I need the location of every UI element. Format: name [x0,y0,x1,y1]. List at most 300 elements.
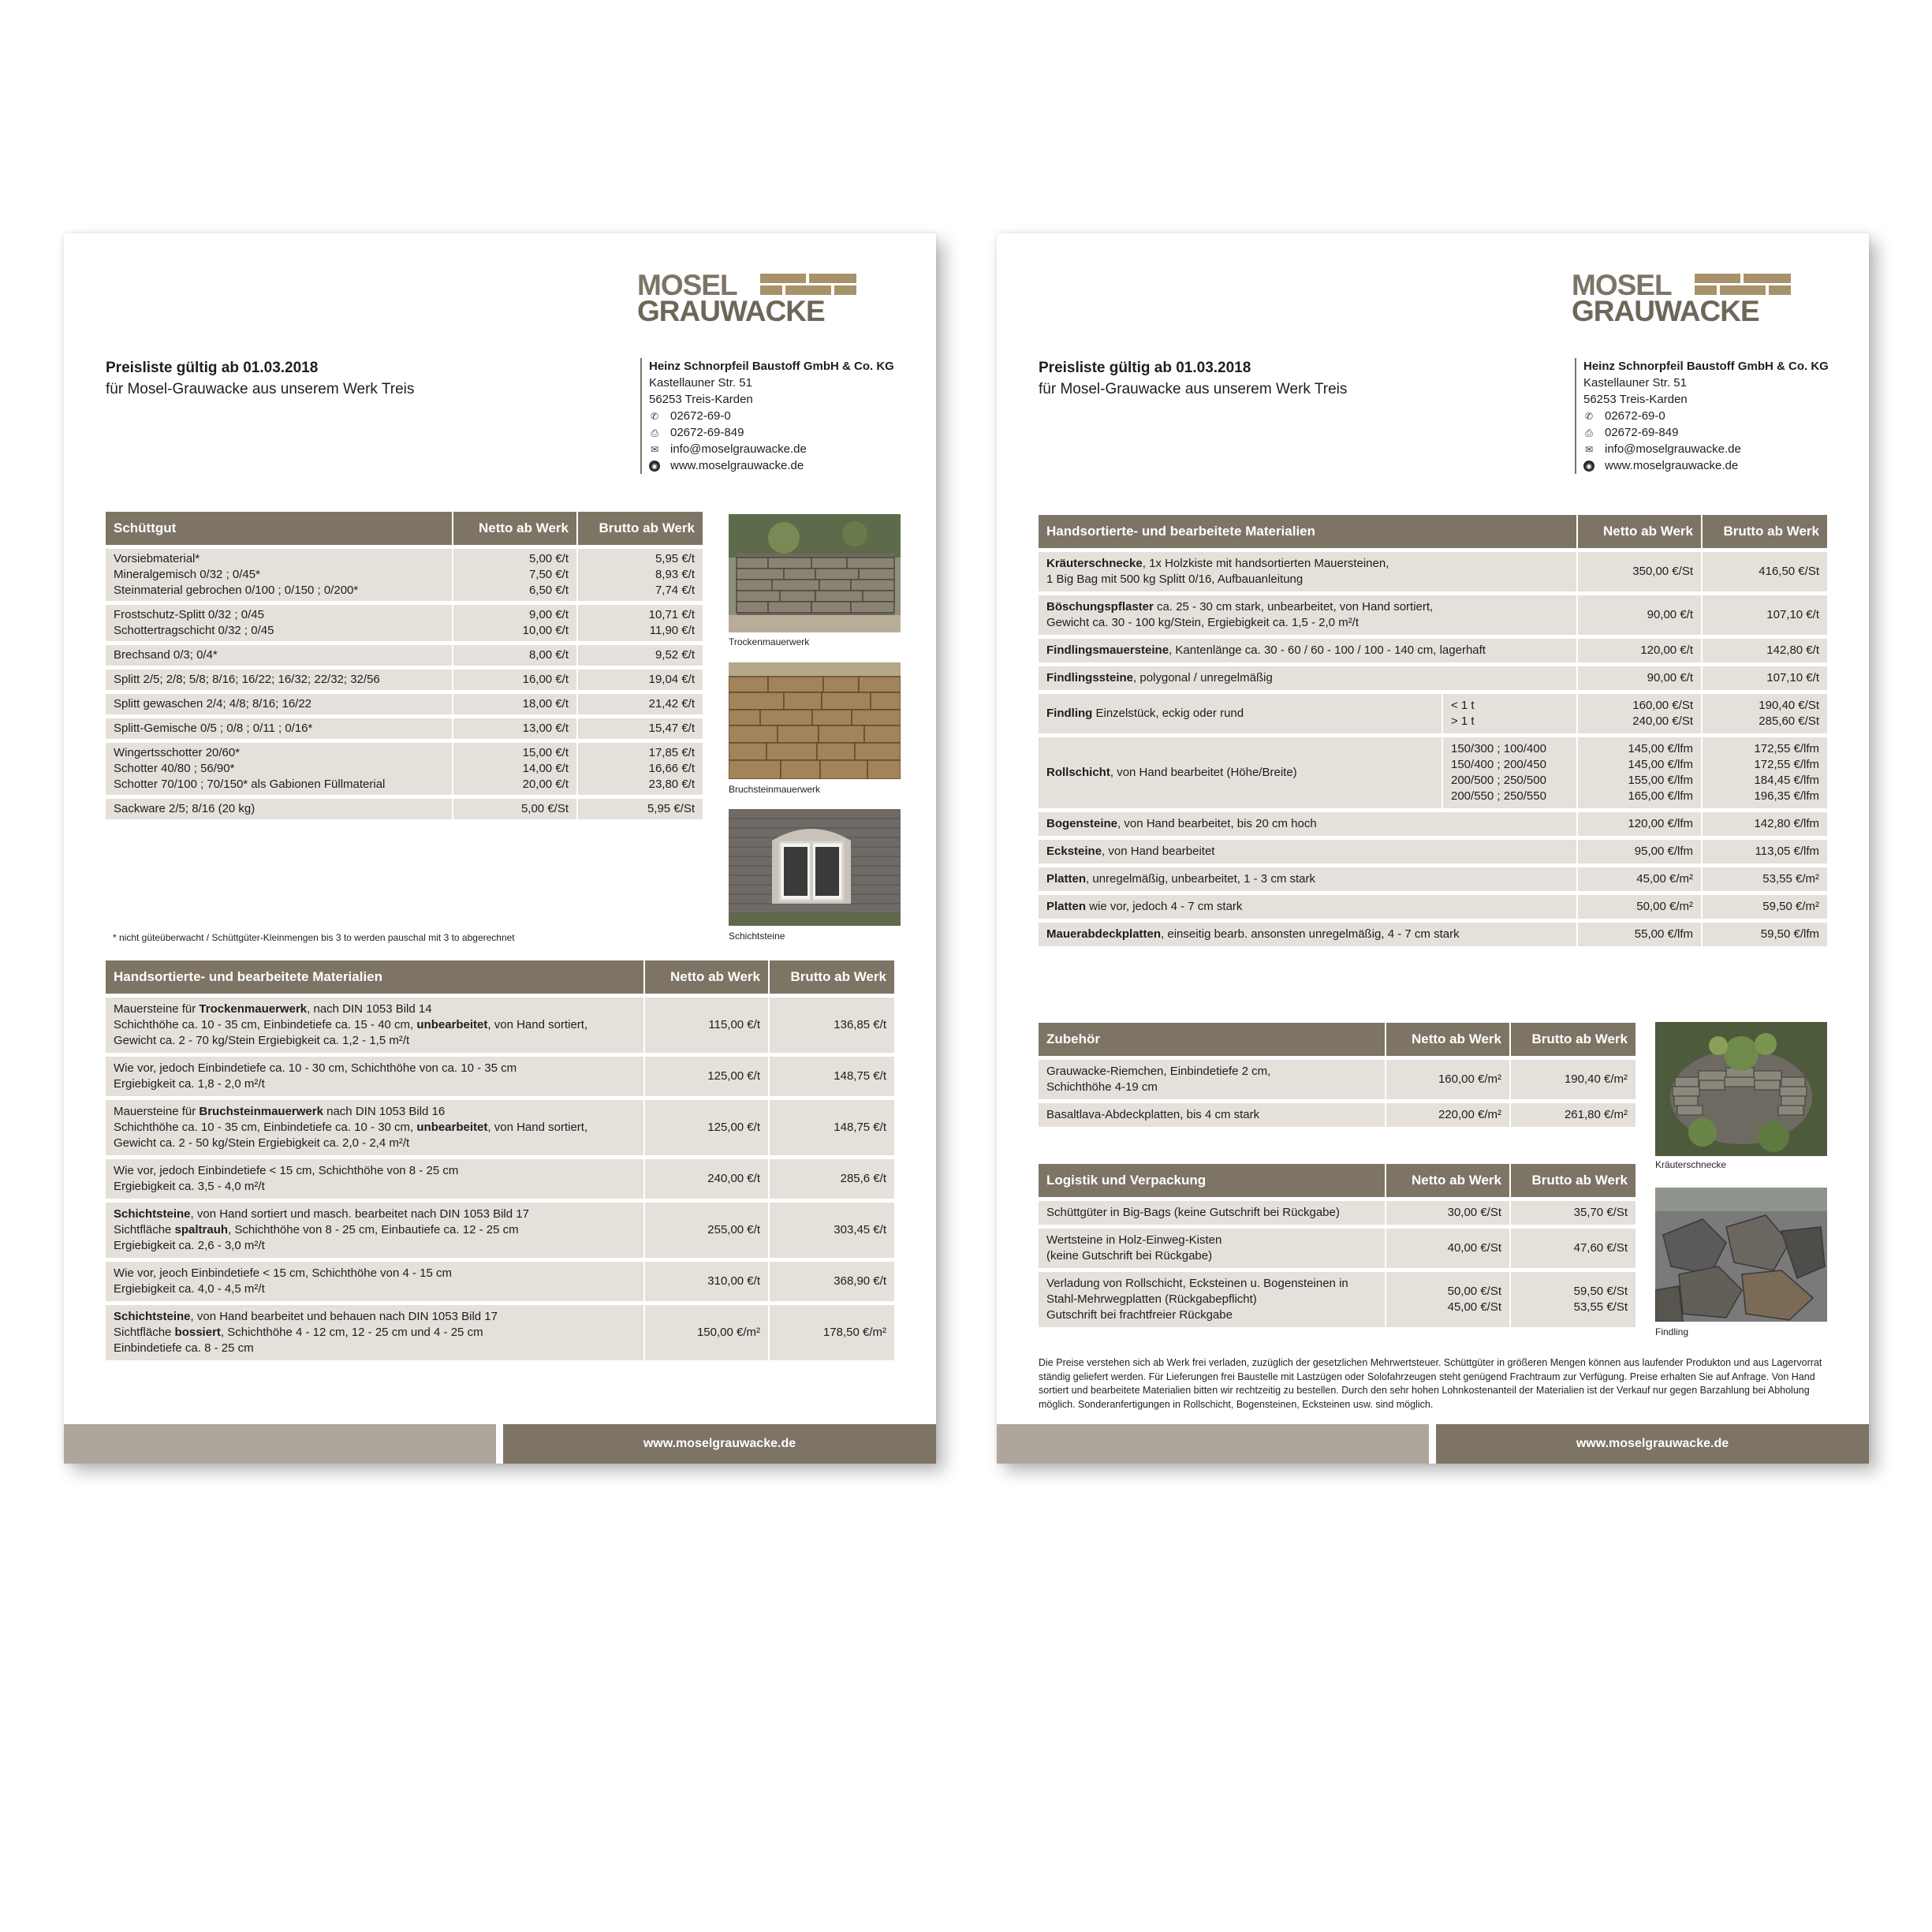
product-name: Mineralgemisch 0/32 ; 0/45* [114,568,260,581]
netto-price-cell [1578,666,1703,690]
product-name: spaltrauh [174,1223,229,1236]
table-row [1039,737,1827,808]
brutto-price: 142,80 €/lfm [1754,817,1819,830]
description-line [114,1017,636,1033]
fax-icon: ⎙ [651,427,658,438]
mail-icon: ✉ [650,443,659,455]
netto-price: 30,00 €/St [1447,1206,1501,1219]
schuettgut-footnote: * nicht güteüberwacht / Schüttgüter-Kleinmengen bis 3 to werden pauschal mit 3 to abgerechnet [113,932,515,943]
brutto-price-cell: 285,6 €/t [770,1159,894,1199]
netto-price: 120,00 €/t [1640,643,1693,657]
netto-price-cell [1386,1272,1511,1327]
table-row [106,1262,894,1301]
product-name: Platten [1046,872,1087,886]
brutto-price-cell [578,718,703,739]
netto-price-cell [1578,552,1703,591]
product-name: Mauerabdeckplatten [1046,927,1162,941]
product-cell [106,799,453,819]
contact-block [640,358,894,474]
description-line [1046,899,1568,915]
description-text: , von Hand bearbeitet (Höhe/Breite) [1110,766,1297,779]
footer-website-link[interactable]: www.moselgrauwacke.de [1436,1424,1869,1464]
brutto-price-cell: 303,45 €/t [770,1203,894,1258]
brutto-price: 10,71 €/t [648,608,695,621]
product-cell [1039,867,1578,891]
product-cell [1039,923,1578,946]
product-cell [1039,1229,1386,1268]
description-line [1046,816,1568,832]
product-cell [106,1159,645,1199]
table-row [1039,639,1827,662]
description-line [1046,706,1434,722]
description-line [1046,615,1568,631]
brutto-price-cell [578,743,703,795]
product-name: Steinmaterial gebrochen 0/100 ; 0/150 ; 0/200* [114,584,359,597]
brutto-price-cell [1703,666,1827,690]
netto-price: 90,00 €/t [1647,671,1693,684]
netto-price: 9,00 €/t [528,608,569,621]
netto-price-cell [1578,840,1703,863]
hand-materials-table [106,957,894,1364]
table-row [1039,552,1827,591]
netto-price: 15,00 €/t [522,746,569,759]
description-text: 1 Big Bag mit 500 kg Splitt 0/16, Aufbauanleitung [1046,573,1304,586]
table-row [106,1057,894,1096]
brutto-price: 8,93 €/t [655,568,695,581]
brutto-price-cell [578,645,703,666]
brutto-price: 23,80 €/t [648,778,695,791]
table-row [106,799,703,819]
product-cell [106,1100,645,1155]
product-cell [1039,1103,1386,1127]
brutto-price-cell: 148,75 €/t [770,1100,894,1155]
product-name: unbearbeitet [416,1018,488,1031]
table-row [106,549,703,601]
product-name: Brechsand 0/3; 0/4* [114,648,218,662]
product-name: Schotter 40/80 ; 56/90* [114,762,235,775]
photo-caption: Bruchsteinmauerwerk [729,784,821,795]
brutto-price-cell [1703,895,1827,919]
description-text: Mauersteine für [114,1105,200,1118]
brutto-price: 7,74 €/t [655,584,695,597]
product-cell [1039,552,1578,591]
size-option: 150/300 ; 100/400 [1451,742,1546,755]
brutto-price-cell [1703,552,1827,591]
description-line [114,1136,636,1151]
netto-price: 5,00 €/St [520,802,569,815]
fax-icon: ⎙ [1585,427,1593,438]
table-row [106,1159,894,1199]
table-row [1039,840,1827,863]
brutto-price-cell [1703,867,1827,891]
email-link[interactable]: info@moselgrauwacke.de [1605,442,1741,456]
description-line [1046,871,1568,887]
page-title [1039,357,1347,400]
product-cell [106,645,453,666]
table-row [1039,595,1827,635]
description-line [114,1076,636,1092]
size-option: < 1 t [1451,699,1475,712]
product-cell [1039,812,1578,836]
netto-price: 6,50 €/t [528,584,569,597]
boulders-photo [1655,1188,1827,1322]
netto-price: 220,00 €/m² [1438,1108,1501,1121]
accessories-table [1039,1019,1635,1131]
column-header-logistics: Logistik und Verpackung [1039,1164,1386,1197]
description-text: , Schichthöhe von 8 - 25 cm, Einbautiefe ca. 12 - 25 cm [228,1223,519,1236]
brutto-price: 59,50 €/m² [1762,900,1819,913]
table-row [1039,1272,1635,1327]
description-line [114,1325,636,1341]
table-header-row [106,960,894,994]
brutto-price: 172,55 €/lfm [1754,742,1819,755]
size-cell [1443,694,1578,733]
table-row [106,645,703,666]
brutto-price: 53,55 €/St [1573,1300,1628,1314]
description-line [114,1222,636,1238]
product-cell [1039,840,1578,863]
brutto-price: 107,10 €/t [1766,608,1819,621]
brutto-price-cell: 178,50 €/m² [770,1305,894,1360]
web-link[interactable]: www.moselgrauwacke.de [670,459,804,472]
netto-price: 165,00 €/lfm [1628,789,1693,803]
email-link[interactable]: info@moselgrauwacke.de [670,442,807,456]
column-header-brutto: Brutto ab Werk [1511,1023,1635,1056]
photo-caption: Findling [1655,1326,1689,1337]
description-line [114,1341,636,1356]
product-cell [106,549,453,601]
netto-price-cell [453,718,578,739]
product-cell [106,1057,645,1096]
street: Kastellauner Str. 51 [649,376,752,390]
brutto-price: 17,85 €/t [648,746,695,759]
netto-price-cell: 310,00 €/t [645,1262,770,1301]
phone-number: 02672-69-0 [1605,409,1665,423]
description-line [1046,844,1568,860]
netto-price: 145,00 €/lfm [1628,758,1693,771]
column-header-brutto: Brutto ab Werk [1511,1164,1635,1197]
brutto-price: 59,50 €/lfm [1760,927,1819,941]
column-header-hand-materials: Handsortierte- und bearbeitete Materialien [106,960,645,994]
product-name: Ecksteine [1046,845,1102,858]
product-name: Frostschutz-Splitt 0/32 ; 0/45 [114,608,264,621]
description-text: Ergiebigkeit ca. 1,8 - 2,0 m²/t [114,1077,265,1091]
netto-price-cell [1386,1060,1511,1099]
column-header-brutto: Brutto ab Werk [770,960,894,994]
logistics-table [1039,1160,1635,1331]
table-row [106,998,894,1053]
netto-price-cell [1386,1103,1511,1127]
company-name: Heinz Schnorpfeil Baustoff GmbH & Co. KG [649,360,894,373]
description-line [1046,765,1434,781]
table-header-row [1039,515,1827,548]
product-name: Wingertsschotter 20/60* [114,746,241,759]
netto-price-cell: 150,00 €/m² [645,1305,770,1360]
product-cell [1039,1272,1386,1327]
description-line: Schüttgüter in Big-Bags (keine Gutschrift bei Rückgabe) [1046,1206,1340,1219]
product-cell [106,669,453,690]
netto-price: 7,50 €/t [528,568,569,581]
brutto-price-cell [1703,737,1827,808]
description-text: , 1x Holzkiste mit handsortierten Mauersteinen, [1142,557,1389,570]
description-line: Schichthöhe 4-19 cm [1046,1080,1158,1094]
price-disclaimer: Die Preise verstehen sich ab Werk frei verladen, zuzüglich der gesetzlichen Mehrwertsteuer. Schüttgüter in größeren Mengen können aus laufender Produkton und aus Lagervorrat ständig geliefert werden. Für Lieferungen frei Baustelle mit Lastzügen oder Solofahrzeugen steht genügend Frachtraum zur Verfügung. Preise erhalten Sie auf Anfrage. Von Hand sortiert und bearbeitete Materialien bitten wir rechtzeitig zu bestellen. Durch den sehr hohen Lohnkostenanteil der Materialien ist der Verkauf nur gegen Barzahlung bei Abholung möglich. Sonderanfertigungen in Rollschicht, Bogensteinen, Ecksteinen usw. sind möglich. [1039,1357,1822,1410]
brick-logo-icon [760,274,858,296]
phone-icon: ✆ [1584,410,1594,422]
description-line [114,1309,636,1325]
netto-price-cell [453,669,578,690]
product-cell [1039,1060,1386,1099]
table-row [106,1203,894,1258]
description-line [1046,670,1568,686]
product-cell [106,998,645,1053]
netto-price-cell: 240,00 €/t [645,1159,770,1199]
description-line [114,1207,636,1222]
table-row [106,1100,894,1155]
table-row [106,694,703,714]
netto-price-cell [453,605,578,641]
brand-logo [637,270,860,326]
netto-price: 16,00 €/t [522,673,569,686]
product-name: Findling [1046,707,1093,720]
netto-price: 120,00 €/lfm [1628,817,1693,830]
description-text: , von Hand bearbeitet, bis 20 cm hoch [1117,817,1317,830]
netto-price: 20,00 €/t [522,778,569,791]
netto-price-cell [1578,812,1703,836]
description-text: , von Hand bearbeitet und behauen nach DIN 1053 Bild 17 [190,1310,498,1323]
brutto-price-cell [1703,639,1827,662]
brutto-price: 53,55 €/m² [1762,872,1819,886]
description-text: , Schichthöhe 4 - 12 cm, 12 - 25 cm und 4 - 25 cm [220,1326,483,1339]
description-line [1046,927,1568,942]
netto-price-cell [453,549,578,601]
product-cell [106,1262,645,1301]
description-line: (keine Gutschrift bei Rückgabe) [1046,1249,1213,1263]
table-row [1039,1229,1635,1268]
brutto-price-cell [1703,595,1827,635]
description-text: wie vor, jedoch 4 - 7 cm stark [1086,900,1243,913]
netto-price: 55,00 €/lfm [1634,927,1693,941]
product-cell [106,718,453,739]
product-cell [106,1203,645,1258]
description-text: Mauersteine für [114,1002,200,1016]
description-text: Gewicht ca. 2 - 70 kg/Stein Ergiebigkeit ca. 1,2 - 1,5 m²/t [114,1034,410,1047]
title-line-origin: für Mosel-Grauwacke aus unserem Werk Treis [1039,381,1348,397]
table-row [106,743,703,795]
description-line [1046,643,1568,658]
description-text: Wie vor, jedoch Einbindetiefe ca. 10 - 30 cm, Schichthöhe von ca. 10 - 35 cm [114,1061,517,1075]
column-header-netto: Netto ab Werk [645,960,770,994]
brutto-price-cell [578,694,703,714]
description-line [1046,556,1568,572]
description-text: Ergiebigkeit ca. 2,6 - 3,0 m²/t [114,1239,265,1252]
brutto-price: 47,60 €/St [1573,1241,1628,1255]
table-header-row [1039,1164,1635,1197]
footer-bar-left [64,1424,496,1464]
description-text: , Kantenlänge ca. 30 - 60 / 60 - 100 / 100 - 140 cm, lagerhaft [1169,643,1486,657]
product-name: Bogensteine [1046,817,1118,830]
photo-caption: Schichtsteine [729,931,785,942]
product-name: Splitt-Gemische 0/5 ; 0/8 ; 0/11 ; 0/16* [114,722,313,735]
contact-block [1575,358,1829,474]
product-cell [1039,895,1578,919]
brutto-price-cell [1511,1201,1635,1225]
description-text: Gewicht ca. 30 - 100 kg/Stein, Ergiebigkeit ca. 1,5 - 2,0 m²/t [1046,616,1359,629]
table-row [1039,694,1827,733]
brutto-price: 16,66 €/t [648,762,695,775]
product-cell [106,694,453,714]
table-row [106,718,703,739]
description-text: Einbindetiefe ca. 8 - 25 cm [114,1341,254,1355]
brutto-price-cell [578,605,703,641]
column-header-schuettgut: Schüttgut [106,512,453,545]
city: 56253 Treis-Karden [1583,393,1688,406]
brutto-price-cell [1511,1060,1635,1099]
column-header-netto: Netto ab Werk [1578,515,1703,548]
herb-spiral-photo [1655,1022,1827,1156]
description-text: Gewicht ca. 2 - 50 kg/Stein Ergiebigkeit ca. 2,0 - 2,4 m²/t [114,1136,410,1150]
brand-logo-line2: GRAUWACKE [1572,295,1759,327]
netto-price-cell [453,743,578,795]
netto-price-cell: 255,00 €/t [645,1203,770,1258]
brutto-price-cell [1703,923,1827,946]
netto-price-cell [453,694,578,714]
description-line [114,1238,636,1254]
product-name: Rollschicht [1046,766,1110,779]
description-text: , von Hand bearbeitet [1102,845,1215,858]
description-text: , unregelmäßig, unbearbeitet, 1 - 3 cm stark [1086,872,1315,886]
column-header-netto: Netto ab Werk [1386,1023,1511,1056]
fax-number: 02672-69-849 [670,426,744,439]
description-line [114,1179,636,1195]
size-option: 200/500 ; 250/500 [1451,774,1546,787]
brutto-price: 416,50 €/St [1759,565,1819,578]
brutto-price: 285,60 €/St [1759,714,1819,728]
brand-logo-line1: MOSEL [637,269,737,301]
brutto-price: 9,52 €/t [655,648,695,662]
netto-price: 240,00 €/St [1632,714,1693,728]
description-text: Ergiebigkeit ca. 3,5 - 4,0 m²/t [114,1180,265,1193]
fax-number: 02672-69-849 [1605,426,1679,439]
description-text: , nach DIN 1053 Bild 14 [307,1002,432,1016]
netto-price: 45,00 €/St [1447,1300,1501,1314]
description-text: Schichthöhe ca. 10 - 35 cm, Einbindetiefe ca. 15 - 40 cm, [114,1018,417,1031]
brutto-price: 190,40 €/m² [1564,1072,1628,1086]
brutto-price-cell [1703,812,1827,836]
netto-price: 40,00 €/St [1447,1241,1501,1255]
brutto-price: 11,90 €/t [649,624,695,637]
table-row [1039,867,1827,891]
brutto-price: 196,35 €/lfm [1754,789,1819,803]
brutto-price-cell: 136,85 €/t [770,998,894,1053]
netto-price: 145,00 €/lfm [1628,742,1693,755]
column-header-brutto: Brutto ab Werk [578,512,703,545]
netto-price: 50,00 €/St [1447,1285,1501,1298]
netto-price-cell: 115,00 €/t [645,998,770,1053]
description-text: Schichthöhe ca. 10 - 35 cm, Einbindetiefe ca. 10 - 30 cm, [114,1121,417,1134]
table-row [106,605,703,641]
product-name: Findlingssteine [1046,671,1134,684]
product-cell [1039,737,1443,808]
mail-icon: ✉ [1584,443,1594,455]
product-name: Platten [1046,900,1087,913]
brutto-price-cell: 368,90 €/t [770,1262,894,1301]
description-text: Sichtfläche [114,1326,175,1339]
description-text: Wie vor, jeoch Einbindetiefe < 15 cm, Schichthöhe von 4 - 15 cm [114,1266,452,1280]
product-name: Sackware 2/5; 8/16 (20 kg) [114,802,255,815]
brutto-price: 107,10 €/t [1766,671,1819,684]
description-line [114,1281,636,1297]
product-name: Bruchsteinmauerwerk [199,1105,323,1118]
brick-logo-icon [1695,274,1792,296]
phone-icon: ✆ [650,410,659,422]
netto-price: 10,00 €/t [522,624,569,637]
netto-price: 160,00 €/m² [1438,1072,1501,1086]
brutto-price: 113,05 €/lfm [1755,845,1819,858]
size-option: 150/400 ; 200/450 [1451,758,1546,771]
web-icon: ◉ [1583,461,1594,472]
product-name: Findlingsmauersteine [1046,643,1169,657]
product-name: Splitt 2/5; 2/8; 5/8; 8/16; 16/22; 16/32; 22/32; 32/56 [114,673,380,686]
brutto-price-cell [1703,840,1827,863]
description-line [114,1061,636,1076]
size-option: 200/550 ; 250/550 [1451,789,1546,803]
table-row [1039,1060,1635,1099]
netto-price: 8,00 €/t [528,648,569,662]
netto-price-cell [1578,595,1703,635]
schuettgut-table [106,508,703,823]
netto-price: 160,00 €/St [1632,699,1693,712]
table-row [106,1305,894,1360]
description-line [114,1104,636,1120]
title-line-origin: für Mosel-Grauwacke aus unserem Werk Treis [106,381,415,397]
netto-price-cell [1578,694,1703,733]
description-text: , von Hand sortiert und masch. bearbeitet nach DIN 1053 Bild 17 [190,1207,529,1221]
table-row [1039,895,1827,919]
netto-price-cell [1386,1201,1511,1225]
description-text: ca. 25 - 30 cm stark, unbearbeitet, von Hand sortiert, [1153,600,1434,614]
description-line [1046,572,1568,587]
footer-website-link[interactable]: www.moselgrauwacke.de [503,1424,936,1464]
netto-price: 18,00 €/t [522,697,569,711]
web-link[interactable]: www.moselgrauwacke.de [1605,459,1739,472]
description-text: Wie vor, jedoch Einbindetiefe < 15 cm, Schichthöhe von 8 - 25 cm [114,1164,459,1177]
hand-materials-table [1039,511,1827,950]
table-row [1039,812,1827,836]
brutto-price: 35,70 €/St [1573,1206,1628,1219]
brutto-price: 15,47 €/t [648,722,695,735]
netto-price-cell [1386,1229,1511,1268]
netto-price-cell [1578,737,1703,808]
netto-price-cell [453,645,578,666]
column-header-accessories: Zubehör [1039,1023,1386,1056]
brutto-price: 5,95 €/St [647,802,695,815]
brutto-price-cell [1511,1229,1635,1268]
description-line [1046,599,1568,615]
brutto-price-cell [578,799,703,819]
brutto-price: 261,80 €/m² [1564,1108,1628,1121]
layered-stone-facade-photo [729,809,901,926]
brand-logo [1572,270,1794,326]
netto-price-cell: 125,00 €/t [645,1057,770,1096]
brand-logo-line2: GRAUWACKE [637,295,825,327]
page-title [106,357,414,400]
product-name: Schichtsteine [114,1310,191,1323]
description-text: Sichtfläche [114,1223,175,1236]
description-line: Grauwacke-Riemchen, Einbindetiefe 2 cm, [1046,1065,1271,1078]
brutto-price: 5,95 €/t [655,552,695,565]
product-cell [106,1305,645,1360]
